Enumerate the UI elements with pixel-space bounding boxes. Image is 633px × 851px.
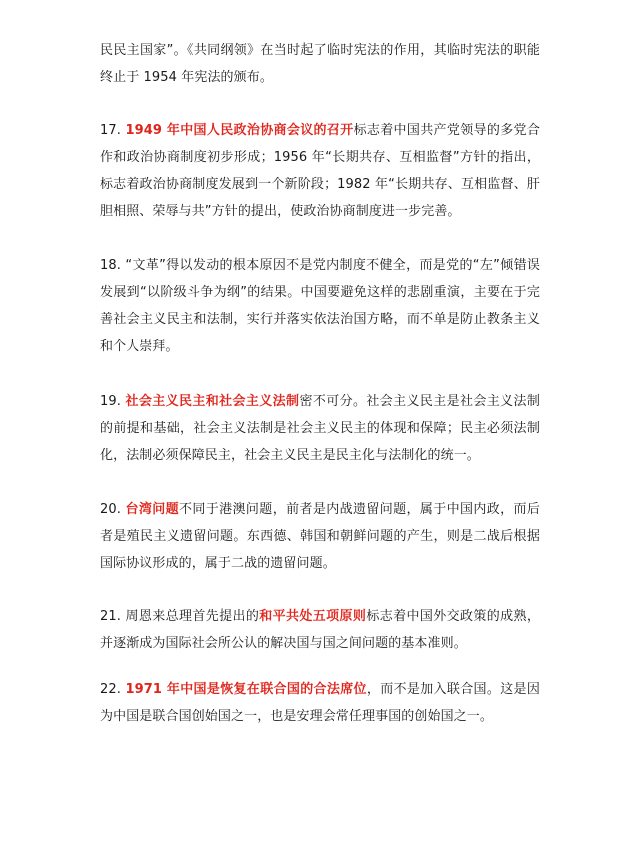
paragraph-text: 21. 周恩来总理首先提出的 xyxy=(100,609,260,624)
item-number: 19. xyxy=(100,394,126,409)
paragraph-text: ，而不是加入联合国。这是因为中国是联合国创始国之一，也是安理会常任理事国的创始国之一。 xyxy=(100,682,540,724)
paragraph-text: 标志着中国外交政策的成熟，并逐渐成为国际社会所公认的解决国与国之间问题的基本准则。 xyxy=(100,609,540,651)
highlighted-term: 1949 年中国人民政治协商会议的召开 xyxy=(125,123,354,138)
highlighted-term: 台湾问题 xyxy=(125,502,180,517)
paragraph-19 xyxy=(100,388,540,469)
paragraph-21 xyxy=(100,603,540,657)
paragraph-text: 不同于港澳问题，前者是内战遗留问题，属于中国内政，而后者是殖民主义遗留问题。东西德、韩国和朝鲜问题的产生，则是二战后根据国际协议形成的，属于二战的遗留问题。 xyxy=(100,502,541,571)
paragraph-text: 18. “文革”得以发动的根本原因不是党内制度不健全，而是党的“左”倾错误发展到“以阶级斗争为纲”的结果。中国要避免这样的悲剧重演，主要在于完善社会主义民主和法制，实行并落实依法治国方略，而不单是防止教条主义和个人崇拜。 xyxy=(100,258,540,354)
paragraph-text: 密不可分。社会主义民主是社会主义法制的前提和基础，社会主义法制是社会主义民主的体现和保障；民主必须法制化，法制必须保障民主，社会主义民主是民主化与法制化的统一。 xyxy=(100,394,540,463)
paragraph-22 xyxy=(100,676,540,730)
item-number: 20. xyxy=(100,502,126,517)
paragraph-20 xyxy=(100,496,540,577)
highlighted-term: 1971 年中国是恢复在联合国的合法席位 xyxy=(125,682,367,697)
highlighted-term: 社会主义民主和社会主义法制 xyxy=(125,394,300,409)
item-number: 17. xyxy=(100,123,126,138)
item-number: 22. xyxy=(100,682,126,697)
paragraph-text: 标志着中国共产党领导的多党合作和政治协商制度初步形成；1956 年“长期共存、互相监督”方针的指出，标志着政治协商制度发展到一个新阶段；1982 年“长期共存、互相监督、肝胆相照、荣辱与共”方针的提出，使政治协商制度进一步完善。 xyxy=(100,123,540,219)
paragraph-16-continued xyxy=(100,37,540,91)
paragraph-18 xyxy=(100,252,540,360)
highlighted-term: 和平共处五项原则 xyxy=(259,609,367,624)
paragraph-text: 民民主国家”。《共同纲领》在当时起了临时宪法的作用，其临时宪法的职能终止于 1954 年宪法的颁布。 xyxy=(100,43,540,85)
paragraph-17 xyxy=(100,117,540,225)
